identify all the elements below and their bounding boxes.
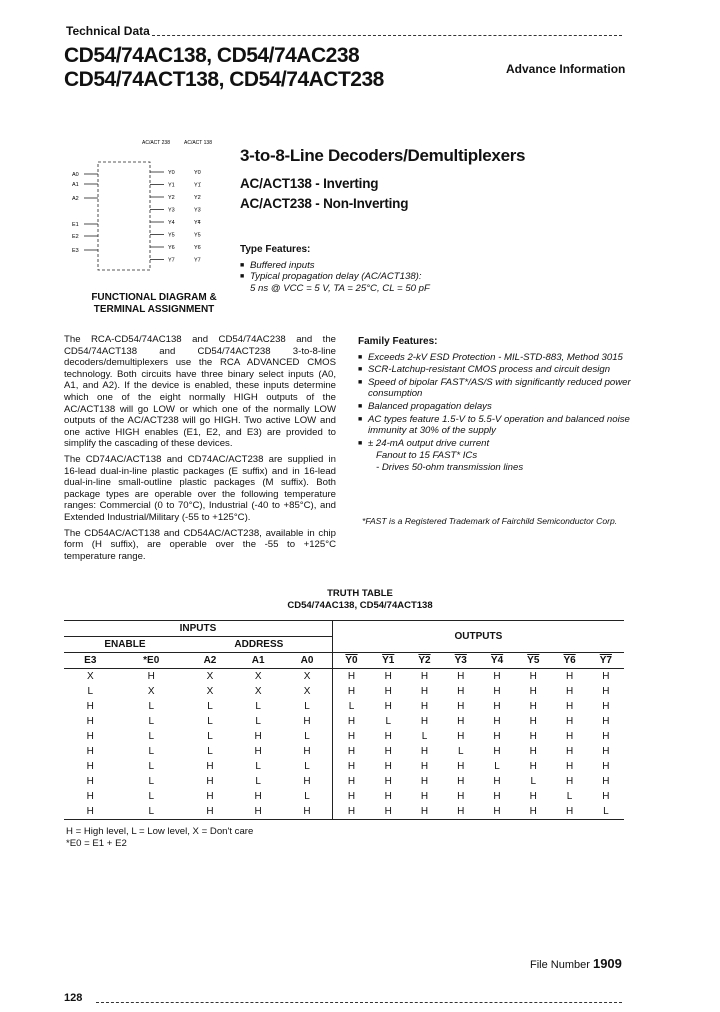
truth-table-heading: TRUTH TABLE — [327, 588, 393, 599]
column-header: Y2 — [418, 655, 431, 666]
table-cell: H — [493, 791, 501, 802]
table-cell: L — [148, 701, 154, 712]
table-cell: H — [332, 714, 370, 729]
th-inputs: INPUTS — [64, 621, 332, 637]
table-cell: L — [304, 701, 310, 712]
header-rule — [152, 35, 622, 36]
table-cell: H — [86, 746, 94, 757]
table-cell: H — [254, 806, 262, 817]
table-cell: H — [602, 716, 610, 727]
family-subitem: - Drives 50-ohm transmission lines — [376, 461, 524, 473]
table-cell: H — [565, 731, 574, 742]
table-cell: L — [148, 791, 154, 802]
table-row — [64, 714, 624, 729]
table-cell: H — [332, 804, 370, 820]
table-cell: L — [207, 731, 213, 742]
diagram-inputs — [72, 172, 98, 254]
table-cell: H — [529, 806, 537, 817]
table-cell: L — [304, 731, 310, 742]
input-pin-label: A1 — [72, 182, 79, 188]
column-header: A0 — [300, 655, 314, 666]
table-cell: H — [457, 731, 465, 742]
table-cell: H — [332, 684, 370, 699]
table-cell: H — [529, 701, 537, 712]
column-header: Y4 — [490, 655, 504, 666]
status-label: Advance Information — [506, 62, 626, 76]
table-cell: H — [332, 669, 370, 685]
product-subheading-noninverting: AC/ACT238 - Non-Inverting — [240, 196, 409, 211]
table-cell: H — [254, 746, 262, 757]
family-feature-item: ■ Balanced propagation delays — [358, 401, 658, 413]
table-cell: H — [565, 746, 574, 757]
truth-table — [64, 620, 624, 820]
output-138-label: Y2 — [194, 195, 201, 201]
table-cell: H — [420, 716, 429, 727]
table-cell: H — [420, 686, 429, 697]
table-cell: H — [420, 791, 429, 802]
table-cell: H — [493, 731, 501, 742]
truth-table-title — [260, 588, 460, 612]
family-features-title: Family Features: — [358, 336, 438, 347]
file-number — [530, 956, 622, 971]
column-header: Y0 — [332, 653, 370, 669]
description-paragraph-3: The CD54AC/ACT138 and CD54AC/ACT238, available in chip form (H suffix), are operable over the -55 to +125°C temperature range. — [64, 527, 336, 562]
table-cell: H — [529, 746, 537, 757]
truth-table-legend — [66, 826, 253, 850]
input-pin-label: E3 — [72, 248, 79, 254]
table-row — [64, 699, 624, 714]
table-cell: H — [529, 761, 537, 772]
table-cell: L — [385, 716, 391, 727]
table-cell: H — [602, 731, 610, 742]
table-cell: L — [566, 791, 573, 802]
table-cell: H — [384, 776, 392, 787]
table-cell: H — [384, 701, 392, 712]
table-cell: H — [332, 744, 370, 759]
table-row — [64, 684, 624, 699]
table-cell: H — [493, 716, 501, 727]
table-cell: L — [530, 776, 537, 787]
table-cell: H — [254, 791, 262, 802]
table-row — [64, 744, 624, 759]
table-cell: L — [255, 776, 261, 787]
input-pin-label: A0 — [72, 172, 79, 178]
output-238-label: Y6 — [168, 245, 175, 251]
table-cell: X — [254, 671, 262, 682]
table-cell: H — [420, 746, 429, 757]
family-feature-item: ■ ± 24-mA output drive current — [358, 438, 658, 450]
table-cell: H — [384, 806, 392, 817]
table-cell: L — [255, 761, 261, 772]
table-cell: H — [206, 776, 214, 787]
table-cell: H — [457, 671, 465, 682]
table-cell: H — [86, 716, 94, 727]
table-cell: H — [493, 671, 501, 682]
output-238-label: Y5 — [168, 232, 175, 239]
output-238-label: Y4 — [168, 220, 175, 226]
table-cell: L — [148, 746, 154, 757]
table-cell: L — [148, 806, 154, 817]
table-cell: L — [148, 776, 154, 787]
table-row — [64, 759, 624, 774]
type-features — [240, 244, 520, 294]
table-cell: H — [565, 686, 574, 697]
table-cell: H — [420, 701, 429, 712]
table-cell: H — [565, 776, 574, 787]
table-cell: L — [207, 716, 213, 727]
input-pin-label: E2 — [72, 234, 79, 240]
table-cell: L — [457, 746, 464, 757]
table-cell: H — [493, 746, 501, 757]
type-features-title: Type Features: — [240, 244, 311, 255]
title-line-1: CD54/74AC138, CD54/74AC238 — [64, 44, 360, 67]
table-cell: H — [420, 671, 429, 682]
table-cell: H — [420, 776, 429, 787]
table-cell: X — [303, 686, 311, 697]
table-cell: H — [602, 791, 610, 802]
input-pin-label: A2 — [72, 196, 79, 202]
table-row — [64, 729, 624, 744]
output-238-label: Y2 — [168, 195, 175, 201]
table-cell: H — [384, 791, 392, 802]
diagram-col-label-238: AC/ACT 238 — [142, 140, 170, 146]
table-cell: H — [147, 671, 155, 682]
family-feature-item: ■ AC types feature 1.5-V to 5.5-V operation and balanced noise immunity at 30% of the supply — [358, 414, 658, 437]
table-cell: H — [206, 806, 214, 817]
table-row — [64, 804, 624, 820]
output-238-label: Y0 — [168, 170, 175, 176]
table-cell: H — [86, 776, 94, 787]
table-cell: H — [602, 671, 610, 682]
output-238-label: Y3 — [168, 207, 175, 214]
input-pin-label: E1 — [72, 222, 79, 228]
table-cell: H — [457, 716, 465, 727]
family-subitem: Fanout to 15 FAST* ICs — [376, 450, 478, 462]
table-cell: H — [565, 701, 574, 712]
product-heading: 3-to-8-Line Decoders/Demultiplexers — [240, 146, 526, 165]
column-header: *E0 — [143, 655, 160, 666]
table-cell: H — [384, 731, 392, 742]
table-cell: H — [529, 686, 537, 697]
table-cell: H — [303, 746, 311, 757]
legend-line-2: *E0 = E1 + E2 — [66, 838, 127, 849]
table-cell: H — [602, 701, 610, 712]
column-header: A2 — [203, 655, 217, 666]
table-cell: H — [457, 806, 465, 817]
file-number-value: 1909 — [592, 956, 622, 971]
column-header: E3 — [84, 655, 97, 666]
type-feature-item: ■ Typical propagation delay (AC/ACT138): — [240, 271, 520, 283]
table-cell: H — [493, 686, 501, 697]
table-cell: H — [529, 671, 537, 682]
table-cell: H — [384, 686, 392, 697]
table-cell: H — [332, 774, 370, 789]
th-enable: ENABLE — [64, 637, 186, 653]
table-cell: H — [457, 776, 465, 787]
table-cell: L — [148, 761, 154, 772]
table-row — [64, 789, 624, 804]
table-cell: X — [303, 671, 311, 682]
decoder-block — [98, 162, 150, 270]
table-cell: L — [148, 716, 154, 727]
delay-spec: 5 ns @ VCC = 5 V, TA = 25°C, CL = 50 pF — [250, 282, 430, 294]
diagram-caption — [60, 292, 248, 316]
product-subheading-inverting: AC/ACT138 - Inverting — [240, 176, 379, 191]
table-cell: L — [207, 701, 213, 712]
table-cell: H — [332, 789, 370, 804]
table-cell: H — [565, 671, 574, 682]
table-cell: H — [493, 806, 501, 817]
table-cell: H — [493, 776, 501, 787]
table-cell: H — [384, 746, 392, 757]
truth-table-body — [64, 669, 624, 820]
footer-rule — [96, 1002, 622, 1003]
table-cell: X — [147, 686, 155, 697]
description-paragraph-2: The CD74AC/ACT138 and CD74AC/ACT238 are supplied in 16-lead dual-in-line plastic packages (E suffix) and in 16-lead dual-in-line small-outline plastic packages (M suffix). Both package types are operable over the following temperature ranges: Commercial (0 to 70°C), Industrial (-40 to +85°C), and Extended Industrial/Military (-55 to +125°C). — [64, 453, 336, 523]
table-cell: H — [529, 731, 537, 742]
table-cell: H — [529, 791, 537, 802]
file-number-label: File Number — [530, 959, 590, 971]
family-features — [358, 336, 658, 474]
table-row — [64, 774, 624, 789]
column-header: Y3 — [454, 655, 467, 666]
output-138-label: Y1 — [194, 182, 201, 189]
table-cell: H — [303, 806, 311, 817]
table-cell: L — [421, 731, 428, 742]
table-cell: L — [87, 686, 94, 697]
table-cell: H — [420, 761, 429, 772]
table-cell: H — [457, 701, 465, 712]
table-cell: H — [332, 759, 370, 774]
table-cell: H — [86, 731, 94, 742]
table-cell: H — [565, 806, 574, 817]
table-cell: H — [86, 701, 94, 712]
functional-diagram — [72, 138, 232, 288]
table-cell: H — [86, 761, 94, 772]
diagram-outputs — [150, 170, 201, 264]
trademark-note: *FAST is a Registered Trademark of Fairchild Semiconductor Corp. — [362, 516, 618, 526]
table-cell: H — [493, 701, 501, 712]
output-138-label: Y4 — [194, 220, 201, 226]
output-138-label: Y3 — [194, 207, 201, 214]
table-cell: H — [457, 761, 465, 772]
table-cell: H — [206, 761, 214, 772]
family-feature-item: ■ Speed of bipolar FAST*/AS/S with significantly reduced power consumption — [358, 377, 658, 400]
th-address: ADDRESS — [186, 637, 332, 653]
column-header: Y6 — [563, 655, 576, 666]
diagram-col-label-138: AC/ACT 138 — [184, 140, 212, 146]
title-line-2: CD54/74ACT138, CD54/74ACT238 — [64, 68, 384, 91]
table-cell: H — [529, 716, 537, 727]
output-138-label: Y5 — [194, 232, 201, 239]
th-outputs: OUTPUTS — [332, 621, 624, 653]
table-cell: H — [303, 716, 311, 727]
output-138-label: Y6 — [194, 245, 201, 251]
table-cell: H — [565, 761, 574, 772]
legend-line-1: H = High level, L = Low level, X = Don't care — [66, 826, 254, 837]
family-feature-item: ■ SCR-Latchup-resistant CMOS process and circuit design — [358, 364, 658, 376]
output-238-label: Y1 — [168, 182, 175, 189]
section-label: Technical Data — [66, 24, 150, 38]
table-cell: H — [457, 686, 465, 697]
table-cell: L — [148, 731, 154, 742]
truth-table-column-headers — [64, 653, 624, 669]
column-header: Y1 — [382, 655, 395, 666]
table-cell: H — [86, 806, 94, 817]
table-cell: H — [602, 776, 610, 787]
table-cell: L — [332, 699, 370, 714]
table-cell: L — [207, 746, 213, 757]
table-cell: X — [86, 671, 94, 682]
table-cell: H — [332, 729, 370, 744]
table-cell: L — [494, 761, 500, 772]
table-cell: L — [255, 716, 261, 727]
table-cell: L — [603, 806, 609, 817]
description-paragraph-1: The RCA-CD54/74AC138 and CD54/74AC238 and the CD54/74ACT138 and CD54/74ACT238 3-to-8-line decoders/demultiplexers use the RCA ADVANCED CMOS technology. Both circuits have three binary select inputs (A0, A1, and A2). If the device is enabled, these inputs determine which one of the eight normally HIGH outputs of the AC/ACT138 will go LOW or which one of the normally LOW outputs of the AC/ACT238 will go HIGH. Two active LOW and one active HIGH enables (E1, E2, and E3) are provided to simplify the cascading of these devices. — [64, 334, 336, 450]
table-cell: L — [304, 761, 310, 772]
table-cell: H — [602, 761, 610, 772]
page-number: 128 — [64, 992, 83, 1004]
table-cell: H — [602, 746, 610, 757]
table-row — [64, 669, 624, 685]
description — [64, 334, 336, 566]
table-cell: X — [206, 686, 214, 697]
table-cell: X — [254, 686, 262, 697]
truth-table-subtitle: CD54/74AC138, CD54/74ACT138 — [287, 600, 433, 611]
table-cell: H — [86, 791, 94, 802]
table-cell: H — [303, 776, 311, 787]
table-cell: H — [254, 731, 262, 742]
table-cell: H — [206, 791, 214, 802]
column-header: A1 — [251, 655, 265, 666]
table-cell: H — [457, 791, 465, 802]
output-138-label: Y0 — [194, 170, 201, 176]
table-cell: H — [420, 806, 429, 817]
output-138-label: Y7 — [194, 257, 201, 264]
table-cell: H — [384, 761, 392, 772]
family-feature-item: ■ Exceeds 2-kV ESD Protection - MIL-STD-883, Method 3015 — [358, 352, 658, 364]
table-cell: L — [304, 791, 310, 802]
column-header: Y7 — [599, 655, 612, 666]
output-238-label: Y7 — [168, 257, 175, 264]
table-cell: H — [565, 716, 574, 727]
table-cell: L — [255, 701, 261, 712]
table-cell: X — [206, 671, 214, 682]
table-cell: H — [384, 671, 392, 682]
column-header: Y5 — [527, 655, 540, 666]
type-feature-item: ■ Buffered inputs — [240, 260, 520, 272]
table-cell: H — [602, 686, 610, 697]
diagram-caption-line-1: FUNCTIONAL DIAGRAM & — [91, 292, 217, 303]
diagram-caption-line-2: TERMINAL ASSIGNMENT — [93, 304, 215, 315]
